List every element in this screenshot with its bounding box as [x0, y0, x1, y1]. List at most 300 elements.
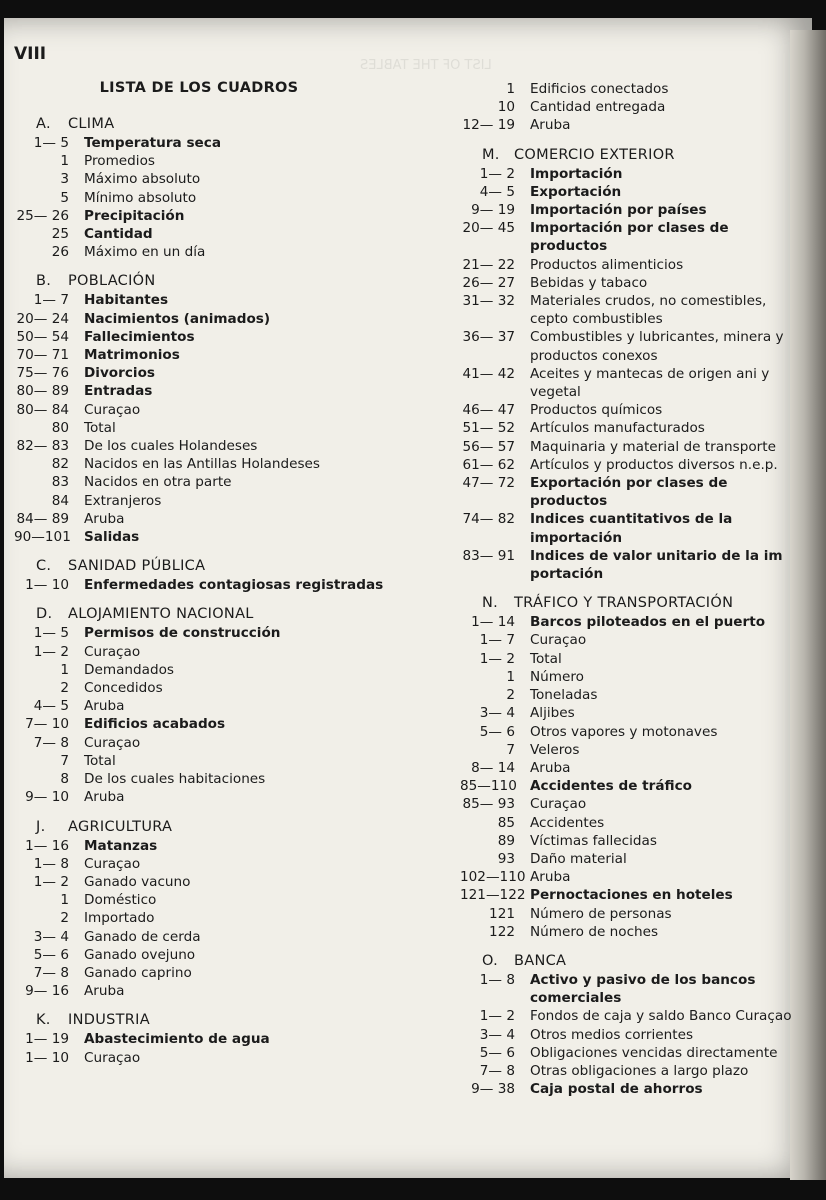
table-number-range: 122 [489, 923, 515, 940]
table-number-range: 85—110 [460, 778, 517, 795]
table-number-range: 1— 19 [25, 1031, 69, 1048]
table-list-row [14, 328, 384, 346]
table-number-range: 3— 4 [479, 1026, 515, 1043]
table-number-range: 70— 71 [16, 347, 69, 364]
table-number-range: 2 [506, 687, 515, 704]
table-list-row [460, 1044, 800, 1062]
table-number-range: 121 [489, 905, 515, 922]
page-number: VIII [14, 44, 47, 64]
table-list-row [460, 547, 800, 583]
table-title: Importación por clases de productos [530, 220, 729, 255]
table-list-row [460, 814, 800, 832]
table-list-row [460, 328, 800, 364]
table-list-row [14, 492, 384, 510]
section-heading [14, 819, 384, 835]
table-list-row [14, 170, 384, 188]
section-heading-text: POBLACIÓN [68, 273, 156, 290]
section-letter: M. [482, 146, 500, 163]
table-number-range: 1 [60, 892, 69, 909]
table-title: Salidas [84, 529, 140, 546]
table-list-row [14, 855, 384, 873]
table-list-row [460, 686, 800, 704]
table-title: Exportación por clases de productos [530, 475, 728, 510]
table-title: Curaçao [530, 632, 587, 649]
table-title: De los cuales Holandeses [84, 438, 258, 455]
table-list-row [14, 715, 384, 733]
section-heading [14, 1012, 384, 1028]
table-list-row [460, 759, 800, 777]
section [460, 953, 800, 1098]
table-number-range: 4— 5 [479, 183, 515, 200]
table-title: Entradas [84, 383, 153, 400]
table-number-range: 9— 19 [471, 202, 515, 219]
table-list-row [460, 456, 800, 474]
table-title: Accidentes de tráfico [530, 778, 692, 795]
table-number-range: 25 [51, 226, 69, 243]
table-number-range: 7 [60, 752, 69, 769]
table-title: De los cuales habitaciones [84, 771, 266, 788]
section-heading-text: TRÁFICO Y TRANSPORTACIÓN [514, 595, 734, 612]
table-title: Maquinaria y material de transporte [530, 438, 776, 455]
table-title: Ganado ovejuno [84, 946, 196, 963]
table-number-range: 3— 4 [33, 928, 69, 945]
table-number-range: 5— 6 [479, 1044, 515, 1061]
table-list-row [14, 576, 384, 594]
table-number-range: 2 [60, 680, 69, 697]
table-title: Aruba [530, 869, 571, 886]
table-number-range: 3 [60, 171, 69, 188]
table-list-row [460, 1026, 800, 1044]
table-title: Importado [84, 910, 155, 927]
table-title: Víctimas fallecidas [530, 832, 657, 849]
table-list-row [14, 928, 384, 946]
table-title: Importación por países [530, 202, 707, 219]
table-title: Total [84, 752, 116, 769]
table-number-range: 1— 8 [479, 971, 515, 988]
table-title: Activo y pasivo de los bancos comerciales [530, 971, 756, 1007]
table-title: Doméstico [84, 892, 157, 909]
section-letter: A. [36, 116, 51, 132]
table-number-range: 1— 7 [479, 632, 515, 649]
table-number-range: 26— 27 [462, 274, 515, 291]
table-title: Cantidad [84, 226, 153, 243]
table-number-range: 1 [506, 668, 515, 685]
table-list-row [14, 734, 384, 752]
table-number-range: 1 [60, 153, 69, 170]
table-title: Aruba [84, 789, 125, 806]
table-list-row [460, 777, 800, 795]
section [460, 595, 800, 941]
table-title: Aruba [84, 698, 125, 715]
table-number-range: 7— 8 [33, 734, 69, 751]
table-number-range: 26 [51, 244, 69, 261]
table-list-row [460, 116, 800, 134]
table-list-row [460, 1007, 800, 1025]
table-number-range: 20— 45 [462, 220, 515, 237]
table-list-row [14, 661, 384, 679]
table-title: Número de noches [530, 923, 659, 940]
table-list-row [460, 850, 800, 868]
section-heading-text: INDUSTRIA [68, 1012, 150, 1029]
section [460, 147, 800, 584]
table-number-range: 1— 16 [25, 837, 69, 854]
table-number-range: 84— 89 [16, 510, 69, 527]
table-number-range: 1— 2 [479, 650, 515, 667]
table-number-range: 1— 10 [25, 577, 69, 594]
table-title: Artículos manufacturados [530, 420, 705, 437]
section-heading [460, 953, 800, 969]
section-heading-text: BANCA [514, 952, 567, 969]
table-list-row [460, 401, 800, 419]
table-title: Ganado caprino [84, 964, 192, 981]
table-title: Curaçao [84, 401, 141, 418]
table-list-row [14, 964, 384, 982]
table-list-row [460, 165, 800, 183]
table-number-range: 5— 6 [479, 723, 515, 740]
table-title: Aruba [530, 117, 571, 134]
table-number-range: 80— 89 [16, 383, 69, 400]
table-title: Ganado vacuno [84, 873, 191, 890]
table-number-range: 80— 84 [16, 401, 69, 418]
table-number-range: 2 [60, 910, 69, 927]
table-list-row [14, 243, 384, 261]
table-title: Productos químicos [530, 402, 663, 419]
section-heading-text: COMERCIO EXTERIOR [514, 146, 675, 163]
table-number-range: 74— 82 [462, 511, 515, 528]
table-list-row [460, 474, 800, 510]
table-title: Máximo en un día [84, 244, 206, 261]
table-list-row [460, 292, 800, 328]
table-list-row [460, 1062, 800, 1080]
table-list-row [460, 183, 800, 201]
table-list-row [460, 886, 800, 904]
table-number-range: 90—101 [14, 529, 71, 546]
section-heading-text: ALOJAMIENTO NACIONAL [68, 606, 254, 623]
left-section-list [14, 116, 384, 1067]
table-title: Exportación [530, 183, 622, 200]
table-number-range: 36— 37 [462, 329, 515, 346]
section-letter: B. [36, 273, 52, 290]
section-letter: D. [36, 606, 53, 623]
section-heading [14, 558, 384, 574]
table-number-range: 7— 8 [479, 1062, 515, 1079]
table-number-range: 8 [60, 771, 69, 788]
table-list-row [14, 788, 384, 806]
section [14, 273, 384, 546]
table-list-row [460, 438, 800, 456]
table-title: Temperatura seca [84, 135, 222, 151]
section-letter: C. [36, 558, 52, 575]
table-title: Obligaciones vencidas directamente [530, 1044, 778, 1061]
table-list-row [460, 868, 800, 886]
table-number-range: 7 [506, 741, 515, 758]
table-number-range: 5— 6 [33, 946, 69, 963]
table-list-row [460, 219, 800, 255]
table-list-row [14, 207, 384, 225]
table-title: Aruba [530, 759, 571, 776]
table-title: Demandados [84, 661, 175, 678]
table-number-range: 12— 19 [462, 117, 515, 134]
table-number-range: 5 [60, 189, 69, 206]
table-list-row [460, 510, 800, 546]
table-list-row [460, 274, 800, 292]
table-title: Abastecimiento de agua [84, 1031, 270, 1048]
table-number-range: 85 [497, 814, 515, 831]
table-list-row [14, 643, 384, 661]
table-title: Ganado de cerda [84, 928, 201, 945]
table-title: Total [530, 650, 562, 667]
table-number-range: 83— 91 [462, 547, 515, 564]
table-list-row [14, 679, 384, 697]
table-number-range: 47— 72 [462, 475, 515, 492]
section [14, 558, 384, 594]
table-number-range: 1— 2 [479, 1008, 515, 1025]
section [14, 1012, 384, 1066]
section-letter: J. [36, 818, 46, 835]
table-title: Artículos y productos diversos n.e.p. [530, 456, 778, 473]
table-number-range: 89 [497, 832, 515, 849]
table-list-row [14, 291, 384, 309]
section-heading-text: CLIMA [68, 116, 115, 132]
table-number-range: 1— 5 [33, 625, 69, 642]
section-heading [14, 273, 384, 289]
table-list-row [14, 770, 384, 788]
table-title: Productos alimenticios [530, 256, 684, 273]
section [14, 606, 384, 806]
table-list-row [14, 982, 384, 1000]
table-number-range: 20— 24 [16, 310, 69, 327]
table-number-range: 9— 16 [25, 983, 69, 1000]
continued-rows [460, 80, 800, 135]
table-number-range: 9— 10 [25, 789, 69, 806]
table-list-row [14, 891, 384, 909]
table-title: Fondos de caja y saldo Banco Curaçao [530, 1008, 792, 1025]
table-number-range: 1 [60, 661, 69, 678]
table-number-range: 1— 10 [25, 1049, 69, 1066]
table-number-range: 31— 32 [462, 293, 515, 310]
table-title: Nacimientos (animados) [84, 310, 271, 327]
table-title: Fallecimientos [84, 328, 195, 345]
table-list-row [460, 905, 800, 923]
table-list-row [460, 923, 800, 941]
table-number-range: 80 [51, 419, 69, 436]
section-heading [14, 606, 384, 622]
table-list-row [14, 152, 384, 170]
table-list-row [14, 364, 384, 382]
table-title: Otros medios corrientes [530, 1026, 694, 1043]
section-heading-text: AGRICULTURA [68, 818, 173, 835]
table-list-row [14, 528, 384, 546]
table-number-range: 85— 93 [462, 796, 515, 813]
table-title: Curaçao [84, 1049, 141, 1066]
table-list-row [14, 1030, 384, 1048]
table-title: Aruba [84, 983, 125, 1000]
table-number-range: 21— 22 [462, 256, 515, 273]
table-number-range: 1— 2 [479, 165, 515, 182]
table-title: Máximo absoluto [84, 171, 201, 188]
table-list-row [460, 419, 800, 437]
table-list-row [460, 650, 800, 668]
table-list-row [14, 189, 384, 207]
table-title: Habitantes [84, 292, 169, 309]
table-title: Accidentes [530, 814, 605, 831]
table-title: Matanzas [84, 837, 158, 854]
table-list-row [14, 473, 384, 491]
table-number-range: 7— 8 [33, 964, 69, 981]
section-heading-text: SANIDAD PÚBLICA [68, 558, 206, 575]
table-list-row [460, 98, 800, 116]
table-list-row [460, 795, 800, 813]
table-title: Otros vapores y motonaves [530, 723, 718, 740]
table-list-row [14, 437, 384, 455]
table-number-range: 56— 57 [462, 438, 515, 455]
right-section-list [460, 147, 800, 1099]
table-list-row [460, 80, 800, 98]
table-title: Edificios acabados [84, 716, 226, 733]
table-list-row [460, 704, 800, 722]
table-title: Extranjeros [84, 492, 162, 509]
table-list-row [14, 510, 384, 528]
table-list-row [14, 946, 384, 964]
table-title: Indices cuantitativos de la importación [530, 511, 733, 546]
table-title: Barcos piloteados en el puerto [530, 614, 766, 631]
table-list-row [460, 256, 800, 274]
table-number-range: 3— 4 [479, 705, 515, 722]
table-title: Otras obligaciones a largo plazo [530, 1062, 749, 1079]
table-list-row [14, 134, 384, 152]
table-number-range: 84 [51, 492, 69, 509]
table-list-row [14, 752, 384, 770]
table-number-range: 1— 5 [33, 135, 69, 151]
table-number-range: 1— 2 [33, 873, 69, 890]
table-title: Aceites y mantecas de origen ani y vegetal [530, 365, 770, 401]
table-number-range: 102—110 [460, 869, 526, 886]
table-number-range: 41— 42 [462, 365, 515, 382]
table-title: Pernoctaciones en hoteles [530, 887, 733, 904]
page-title: LISTA DE LOS CUADROS [99, 80, 299, 96]
table-title: Combustibles y lubricantes, minera y productos conexos [530, 329, 784, 364]
section-heading [14, 116, 384, 132]
table-list-row [14, 455, 384, 473]
table-list-row [14, 310, 384, 328]
table-title: Aljibes [530, 705, 575, 722]
table-title: Matrimonios [84, 347, 180, 364]
table-title: Curaçao [84, 734, 141, 751]
table-title: Daño material [530, 850, 627, 867]
table-list-row [14, 624, 384, 642]
table-number-range: 93 [497, 850, 515, 867]
section-letter: K. [36, 1012, 51, 1029]
table-list-row [460, 201, 800, 219]
table-title: Divorcios [84, 365, 155, 382]
table-title: Aruba [84, 510, 125, 527]
table-list-row [14, 837, 384, 855]
table-list-row [460, 668, 800, 686]
table-list-row [14, 382, 384, 400]
table-title: Número de personas [530, 905, 672, 922]
table-number-range: 8— 14 [471, 759, 515, 776]
table-number-range: 1— 8 [33, 855, 69, 872]
right-column [460, 80, 800, 1110]
table-number-range: 61— 62 [462, 456, 515, 473]
table-title: Curaçao [84, 643, 141, 660]
section-heading [460, 147, 800, 163]
table-number-range: 1— 2 [33, 643, 69, 660]
table-list-row [14, 401, 384, 419]
table-list-row [460, 723, 800, 741]
table-title: Curaçao [530, 796, 587, 813]
table-number-range: 1— 14 [471, 614, 515, 631]
table-title: Mínimo absoluto [84, 189, 197, 206]
table-title: Concedidos [84, 680, 163, 697]
table-number-range: 10 [497, 99, 515, 116]
section-heading [460, 595, 800, 611]
table-number-range: 7— 10 [25, 716, 69, 733]
table-title: Cantidad entregada [530, 99, 666, 116]
table-number-range: 83 [51, 474, 69, 491]
table-title: Permisos de construcción [84, 625, 281, 642]
table-list-row [14, 873, 384, 891]
table-list-row [460, 631, 800, 649]
table-list-row [460, 741, 800, 759]
table-number-range: 82— 83 [16, 438, 69, 455]
table-list-row [460, 1080, 800, 1098]
left-column [14, 80, 384, 1079]
table-list-row [14, 1049, 384, 1067]
table-list-row [14, 697, 384, 715]
section [14, 116, 384, 261]
table-number-range: 51— 52 [462, 420, 515, 437]
table-title: Veleros [530, 741, 580, 758]
table-title: Nacidos en otra parte [84, 474, 232, 491]
table-list-row [14, 909, 384, 927]
table-title: Promedios [84, 153, 155, 170]
table-title: Indices de valor unitario de la im portación [530, 547, 783, 583]
table-number-range: 1— 7 [33, 292, 69, 309]
table-number-range: 50— 54 [16, 328, 69, 345]
section-letter: N. [482, 595, 499, 612]
table-title: Bebidas y tabaco [530, 274, 648, 291]
table-title: Enfermedades contagiosas registradas [84, 577, 384, 594]
table-number-range: 82 [51, 456, 69, 473]
table-number-range: 1 [506, 81, 515, 97]
table-title: Importación [530, 165, 623, 182]
table-title: Edificios conectados [530, 81, 669, 97]
table-list-row [14, 419, 384, 437]
table-list-row [14, 346, 384, 364]
table-title: Materiales crudos, no comestibles, cepto combustibles [530, 293, 767, 328]
table-title: Nacidos en las Antillas Holandeses [84, 456, 320, 473]
table-list-row [460, 971, 800, 1007]
table-number-range: 4— 5 [33, 698, 69, 715]
table-title: Número [530, 668, 584, 685]
table-number-range: 25— 26 [16, 207, 69, 224]
table-number-range: 121—122 [460, 887, 526, 904]
table-list-row [460, 832, 800, 850]
bleed-through-text: LIST OF THE TABLES [360, 58, 492, 73]
table-number-range: 75— 76 [16, 365, 69, 382]
section-letter: O. [482, 952, 499, 969]
table-list-row [460, 365, 800, 401]
table-list-row [14, 225, 384, 243]
table-title: Curaçao [84, 855, 141, 872]
table-title: Caja postal de ahorros [530, 1081, 703, 1098]
table-title: Precipitación [84, 207, 185, 224]
table-list-row [460, 613, 800, 631]
table-number-range: 46— 47 [462, 402, 515, 419]
table-number-range: 9— 38 [471, 1081, 515, 1098]
section [14, 819, 384, 1001]
